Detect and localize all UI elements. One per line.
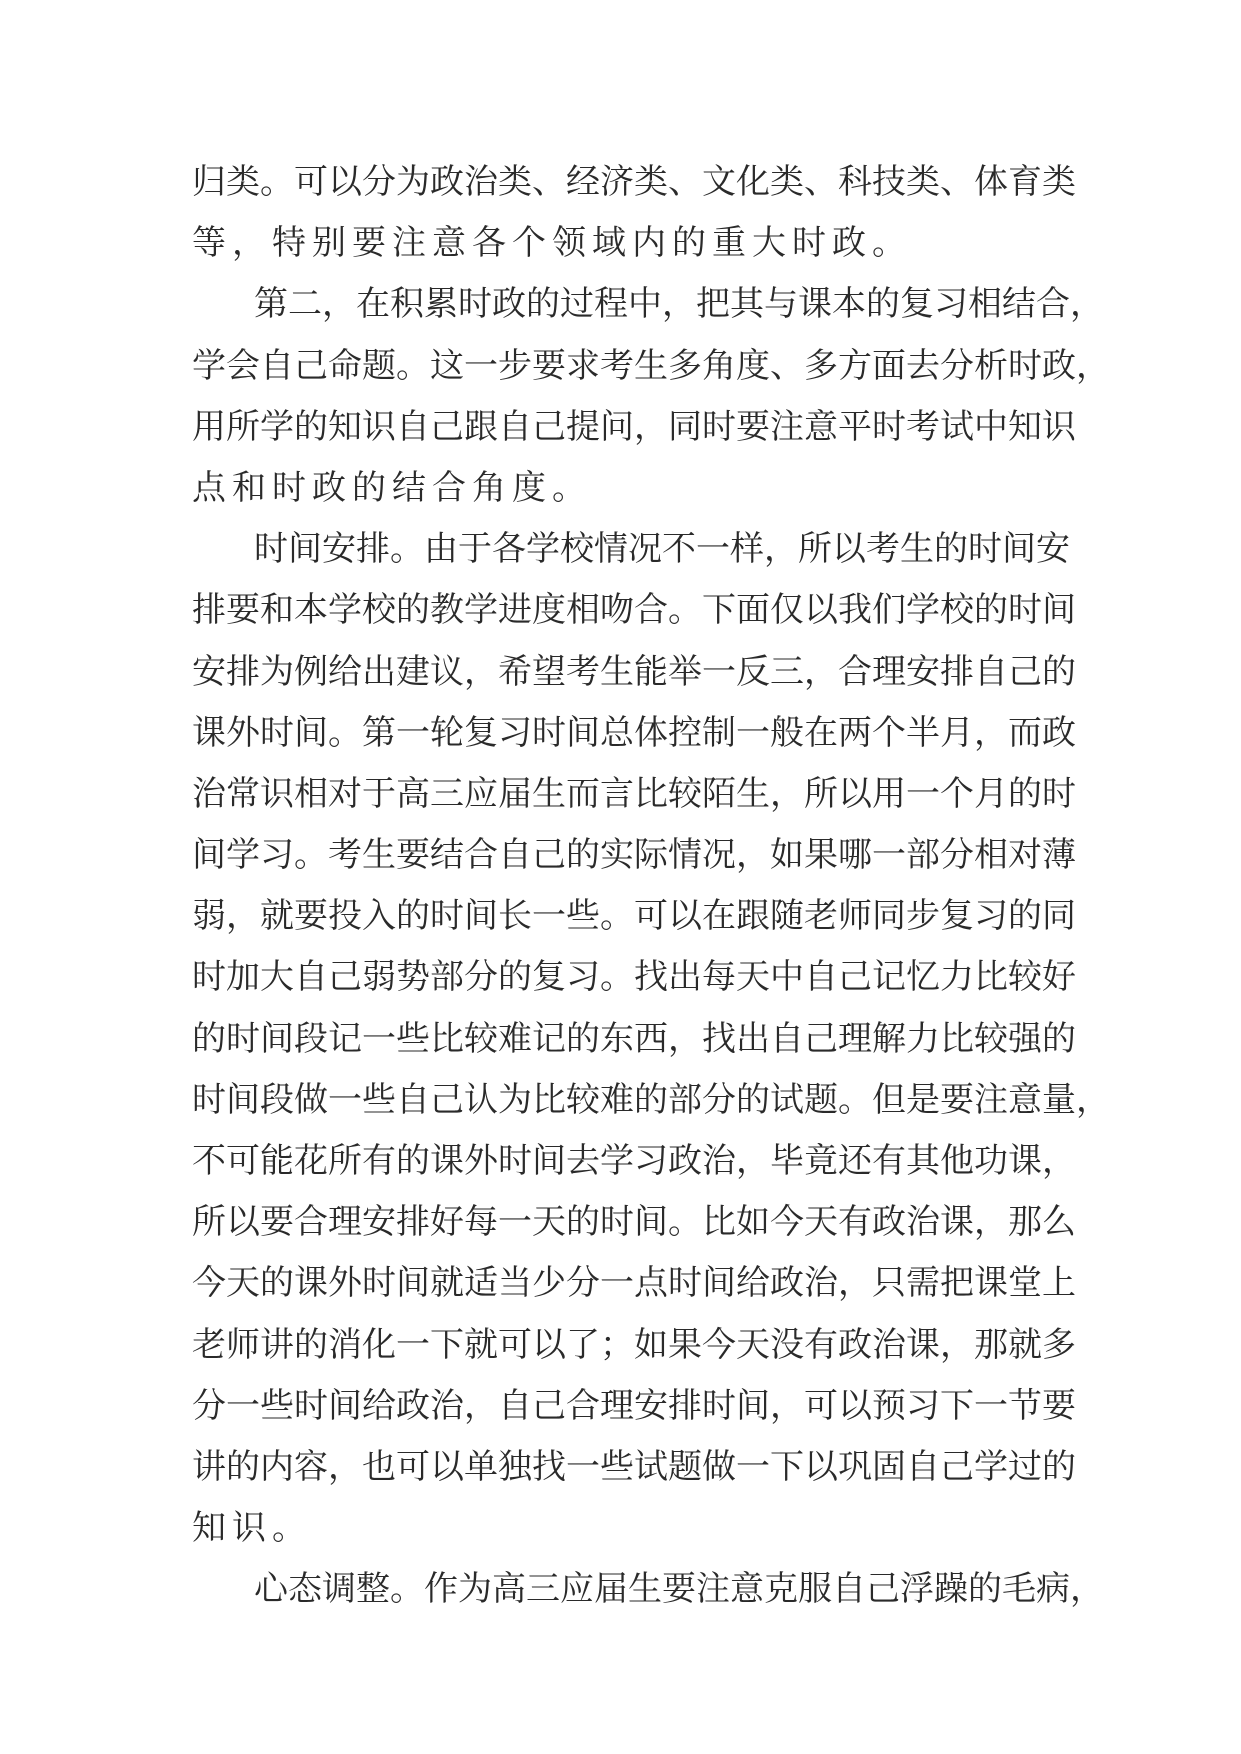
text-line: 间学习。考生要结合自己的实际情况，如果哪一部分相对薄 [192,835,1076,876]
text-line: 学会自己命题。这一步要求考生多角度、多方面去分析时政， [192,345,1110,386]
text-line: 归类。可以分为政治类、经济类、文化类、科技类、体育类 [192,162,1076,202]
text-line: 知识。 [192,1508,312,1549]
text-line: 弱，就要投入的时间长一些。可以在跟随老师同步复习的同 [192,896,1076,937]
text-line: 老师讲的消化一下就可以了；如果今天没有政治课，那就多 [192,1324,1076,1365]
text-line: 安排为例给出建议，希望考生能举一反三，合理安排自己的 [192,651,1076,692]
paragraph-first-line: 第二，在积累时政的过程中，把其与课本的复习相结合， [254,284,1104,325]
body-text [192,152,1110,1621]
text-line: 所以要合理安排好每一天的时间。比如今天有政治课，那么 [192,1202,1076,1243]
text-line: 今天的课外时间就适当少分一点时间给政治，只需把课堂上 [192,1263,1076,1304]
text-line: 时加大自己弱势部分的复习。找出每天中自己记忆力比较好 [192,957,1076,998]
paragraph-first-line: 时间安排。由于各学校情况不一样，所以考生的时间安 [254,529,1070,570]
text-line: 讲的内容，也可以单独找一些试题做一下以巩固自己学过的 [192,1446,1076,1487]
text-line: 课外时间。第一轮复习时间总体控制一般在两个半月，而政 [192,712,1076,753]
text-line: 排要和本学校的教学进度相吻合。下面仅以我们学校的时间 [192,590,1076,631]
text-line: 的时间段记一些比较难记的东西，找出自己理解力比较强的 [192,1018,1076,1059]
text-line: 分一些时间给政治，自己合理安排时间，可以预习下一节要 [192,1385,1076,1426]
text-line: 治常识相对于高三应届生而言比较陌生，所以用一个月的时 [192,773,1076,814]
paragraph-first-line: 心态调整。作为高三应届生要注意克服自己浮躁的毛病， [254,1569,1104,1610]
text-line: 时间段做一些自己认为比较难的部分的试题。但是要注意量， [192,1079,1110,1120]
text-line: 不可能花所有的课外时间去学习政治，毕竟还有其他功课， [192,1141,1076,1181]
text-line: 点和时政的结合角度。 [192,467,592,508]
text-line: 等，特别要注意各个领域内的重大时政。 [192,223,912,264]
text-line: 用所学的知识自己跟自己提问，同时要注意平时考试中知识 [192,406,1076,447]
